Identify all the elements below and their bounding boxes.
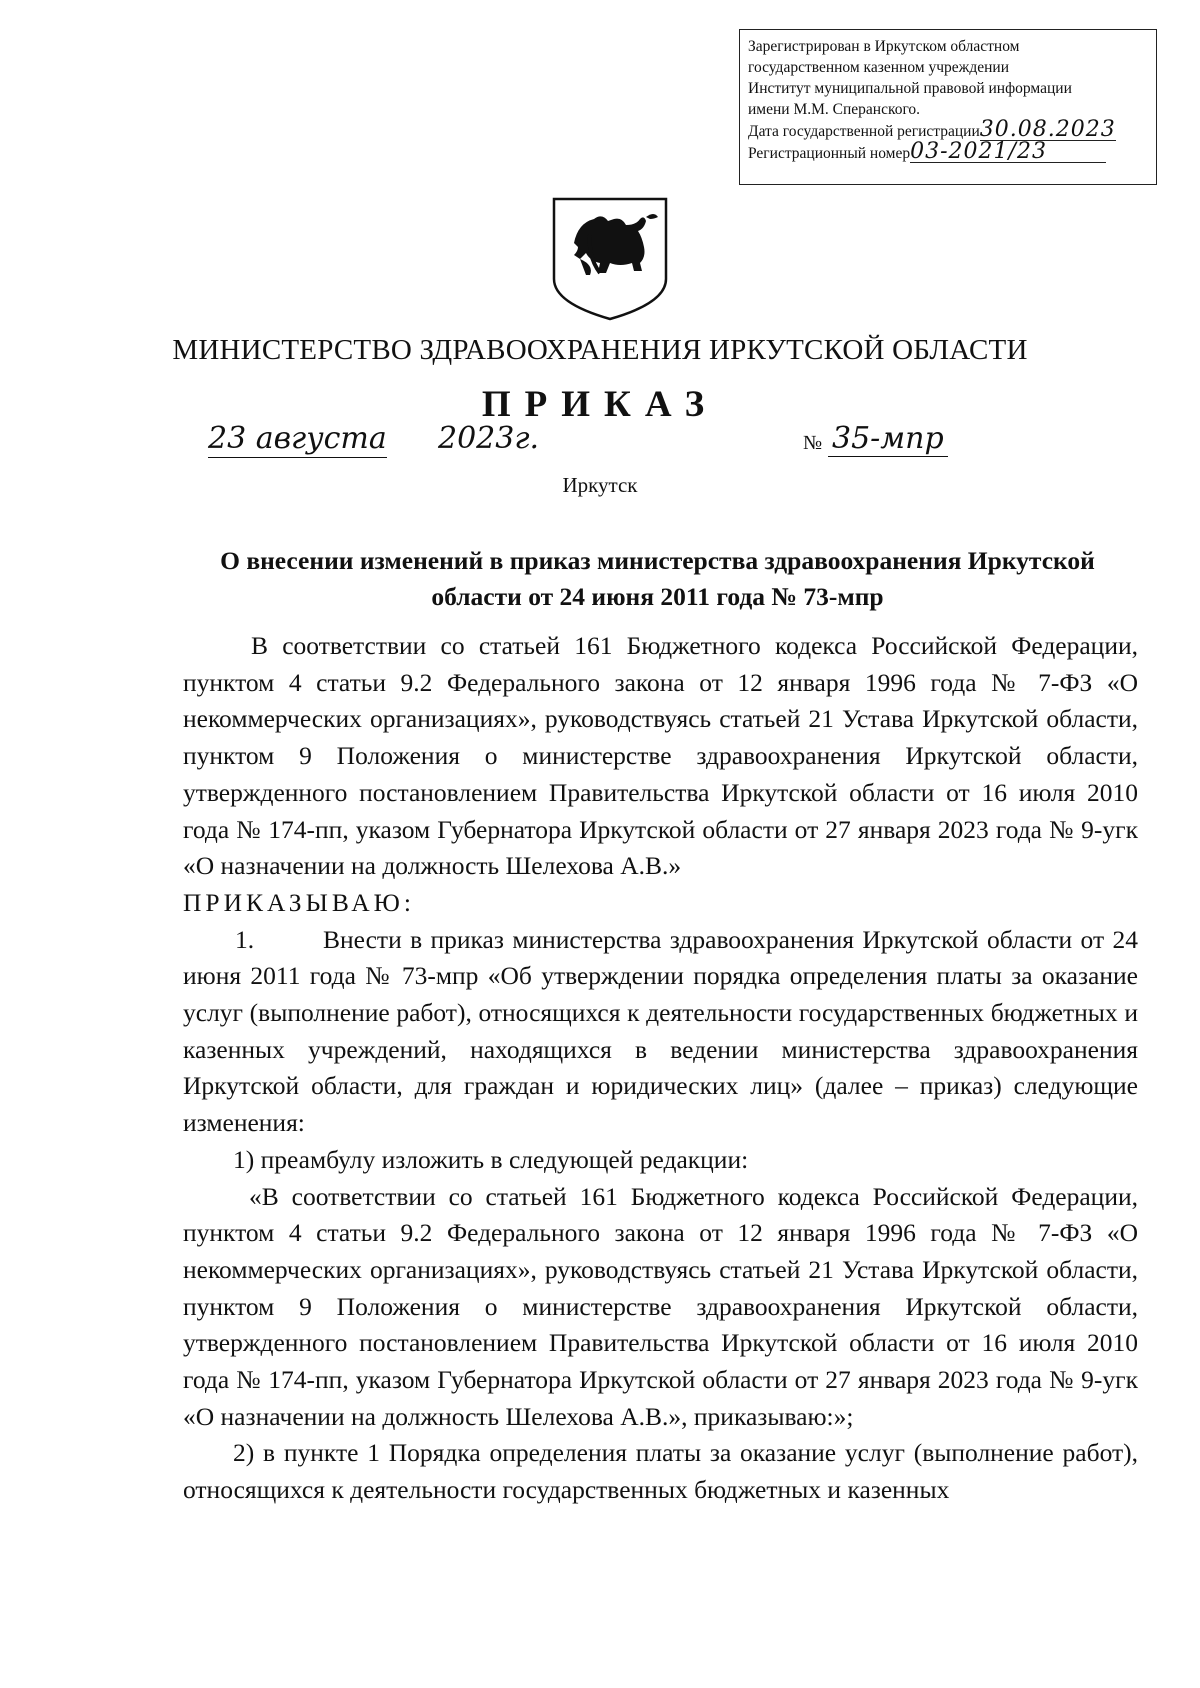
subitem-2-paragraph: 2) в пункте 1 Порядка определения платы за оказание услуг (выполнение работ), относящихся к деятельности государственных бюджетных и казенных	[183, 1438, 1138, 1505]
stamp-line: имени М.М. Сперанского.	[748, 101, 921, 118]
quoted-preamble-paragraph: «В соответствии со статьей 161 Бюджетного кодекса Российской Федерации, пунктом 4 статьи 9.2 Федерального закона от 12 января 1996 года № 7-ФЗ «О некоммерческих организациях», руководствуясь статьей 21 Устава Иркутской области, пунктом 9 Положения о министерстве здравоохранения Иркутской области, утвержденного постановлением Правительства Иркутской области от 16 июля 2010 года № 174-пп, указом Губернатора Иркутской области от 27 января 2023 года № 9-угк «О назначении на должность Шелехова А.В.», приказываю:»;	[183, 1181, 1138, 1431]
stamp-reg-label: Регистрационный номер	[748, 145, 911, 162]
handwritten-year: 2023г.	[438, 421, 540, 456]
handwritten-number: 35-мпр	[828, 421, 948, 457]
handwritten-date: 23 августа	[208, 421, 387, 456]
stamp-reg-value: 03-2021/23	[910, 142, 1106, 163]
coat-of-arms-icon	[550, 195, 670, 323]
document-type: ПРИКАЗ	[481, 384, 719, 425]
stamp-date-label: Дата государственной регистрации	[748, 123, 980, 140]
order-word: ПРИКАЗЫВАЮ:	[183, 887, 415, 917]
registration-stamp	[739, 29, 1157, 185]
stamp-line: Зарегистрирован в Иркутском областном	[748, 38, 1020, 55]
city-name: Иркутск	[562, 473, 638, 497]
preamble-paragraph: В соответствии со статьей 161 Бюджетного кодекса Российской Федерации, пунктом 4 статьи 9.2 Федерального закона от 12 января 1996 года № 7-ФЗ «О некоммерческих организациях», руководствуясь статьей 21 Устава Иркутской области, пунктом 9 Положения о министерстве здравоохранения Иркутской области, утвержденного постановлением Правительства Иркутской области от 16 июля 2010 года № 174-пп, указом Губернатора Иркутской области от 27 января 2023 года № 9-угк «О назначении на должность Шелехова А.В.»	[183, 631, 1138, 881]
item-1-paragraph	[183, 922, 1138, 1142]
stamp-line: государственном казенном учреждении	[748, 59, 1010, 76]
number-label: №	[803, 432, 823, 454]
document-title: О внесении изменений в приказ министерства здравоохранения Иркутской области от 24 июня 2011 года № 73-мпр	[220, 546, 1095, 611]
stamp-line: Институт муниципальной правовой информации	[748, 80, 1072, 97]
item-1-text: Внести в приказ министерства здравоохранения Иркутской области от 24 июня 2011 года № 73-мпр «Об утверждении порядка определения платы за оказание услуг (выполнение работ), относящихся к деятельности государственных бюджетных и казенных учреждений, находящихся в ведении министерства здравоохранения Иркутской области, для граждан и юридических лиц» (далее – приказ) следующие изменения:	[183, 924, 1138, 1138]
subitem-1-paragraph: 1) преамбулу изложить в следующей редакции:	[233, 1144, 749, 1174]
item-1-number: 1.	[235, 924, 255, 954]
ministry-name: МИНИСТЕРСТВО ЗДРАВООХРАНЕНИЯ ИРКУТСКОЙ ОБЛАСТИ	[172, 334, 1028, 366]
stamp-reg-row	[748, 139, 1148, 164]
stamp-date-value: 30.08.2023	[979, 117, 1116, 142]
document-body	[183, 628, 1138, 1509]
